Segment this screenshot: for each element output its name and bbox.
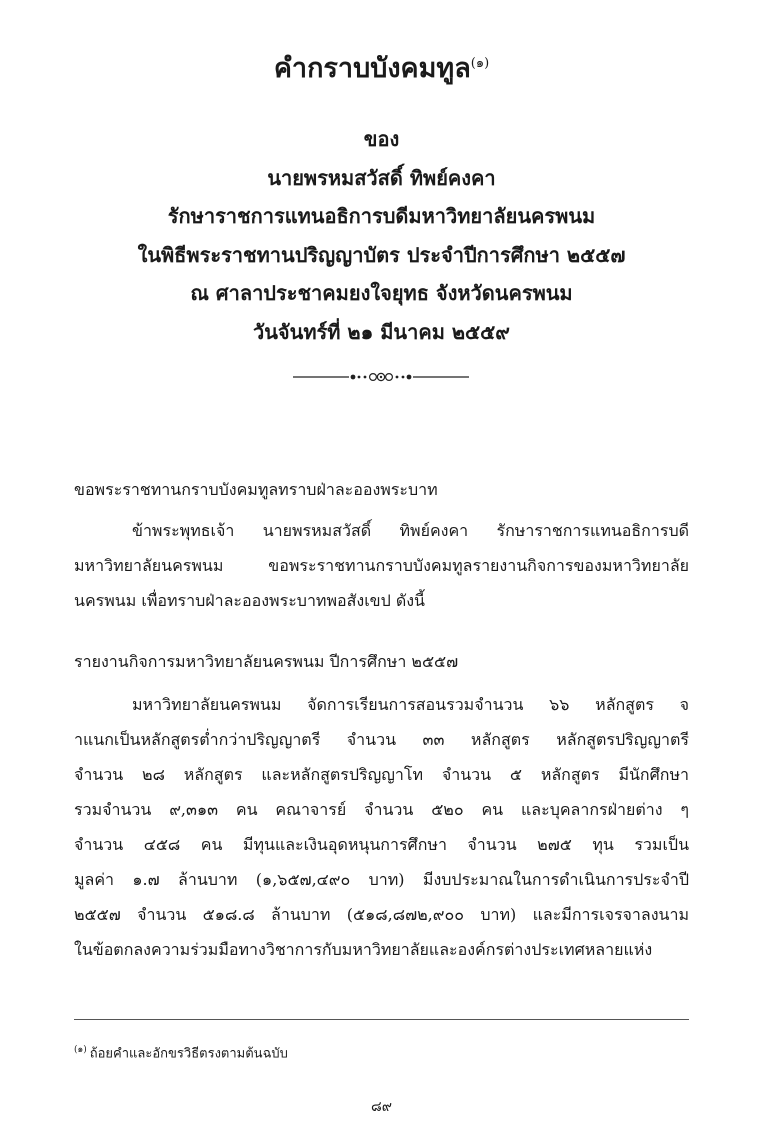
intro-paragraph <box>74 513 689 618</box>
paragraph-line: มหาวิทยาลัยนครพนม ขอพระราชทานกราบบังคมทูลรายงานกิจการของมหาวิทยาลัย <box>74 556 689 575</box>
heading-line: ในพิธีพระราชทานปริญญาบัตร ประจำปีการศึกษา ๒๕๕๗ <box>137 242 626 267</box>
footnote-divider <box>74 1019 689 1020</box>
footnote-text: ถ้อยคำและอักขรวิธีตรงตามต้นฉบับ <box>89 1046 288 1062</box>
heading-line: ณ ศาลาประชาคมยงใจยุทธ จังหวัดนครพนม <box>190 281 573 305</box>
paragraph-line: มูลค่า ๑.๗ ล้านบาท (๑,๖๕๗,๔๙๐ บาท) มีงบประมาณในการดำเนินการประจำปี <box>74 870 689 889</box>
paragraph-line: ข้าพระพุทธเจ้า นายพรหมสวัสดิ์ ทิพย์คงคา รักษาราชการแทนอธิการบดี <box>132 521 689 540</box>
heading-line: วันจันทร์ที่ ๒๑ มีนาคม ๒๕๕๙ <box>253 319 510 344</box>
salutation: ขอพระราชทานกราบบังคมทูลทราบฝ่าละอองพระบาท <box>74 480 438 499</box>
paragraph-line: มหาวิทยาลัยนครพนม จัดการเรียนการสอนรวมจำนวน ๖๖ หลักสูตร จ <box>132 695 689 714</box>
heading-line: นายพรหมสวัสดิ์ ทิพย์คงคา <box>267 165 496 190</box>
footnote <box>74 1042 288 1063</box>
section-heading: รายงานกิจการมหาวิทยาลัยนครพนม ปีการศึกษา ๒๕๕๗ <box>74 652 459 671</box>
heading-block <box>0 120 763 351</box>
paragraph-line: จำนวน ๒๘ หลักสูตร และหลักสูตรปริญญาโท จำนวน ๕ หลักสูตร มีนักศึกษา <box>74 765 689 784</box>
paragraph-line: จำนวน ๔๕๘ คน มีทุนและเงินอุดหนุนการศึกษา จำนวน ๒๗๕ ทุน รวมเป็น <box>74 835 689 854</box>
paragraph-line: ๒๕๕๗ จำนวน ๕๑๘.๘ ล้านบาท (๕๑๘,๘๗๒,๙๐๐ บาท) และมีการเจรจาลงนาม <box>74 905 689 924</box>
title-footnote-marker: (๑) <box>470 56 490 71</box>
document-title: คำกราบบังคมทูล$^{(๑)}$ <box>273 53 490 84</box>
paragraph-line: ำแนกเป็นหลักสูตรต่ำกว่าปริญญาตรี จำนวน ๓๓ หลักสูตร หลักสูตรปริญญาตรี <box>74 730 689 749</box>
paragraph-line: นครพนม เพื่อทราบฝ่าละอองพระบาทพอสังเขป ดังนี้ <box>74 591 425 610</box>
page-number: ๘๙ <box>370 1099 393 1115</box>
heading-line: ของ <box>363 127 400 151</box>
ornament-divider-icon <box>291 368 471 386</box>
footnote-marker: (๑) <box>74 1045 87 1055</box>
paragraph-line: รวมจำนวน ๙,๓๑๓ คน คณาจารย์ จำนวน ๕๒๐ คน และบุคลากรฝ่ายต่าง ๆ <box>74 800 689 819</box>
paragraph-line: ในข้อตกลงความร่วมมือทางวิชาการกับมหาวิทยาลัยและองค์กรต่างประเทศหลายแห่ง <box>74 940 653 959</box>
heading-line: รักษาราชการแทนอธิการบดีมหาวิทยาลัยนครพนม <box>167 204 596 228</box>
report-paragraph <box>74 687 689 967</box>
